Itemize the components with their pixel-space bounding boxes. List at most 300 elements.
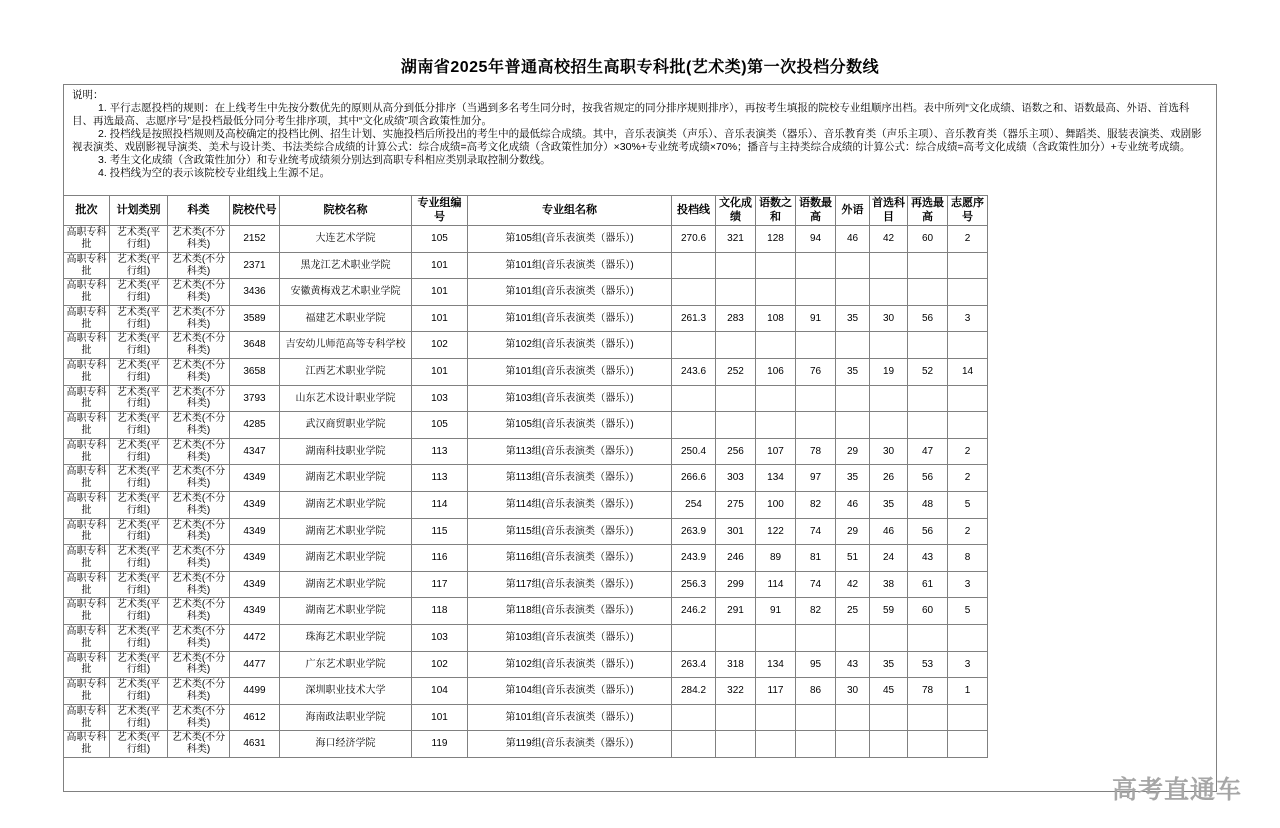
table-row	[64, 412, 988, 439]
table-cell: 3793	[230, 385, 280, 412]
table-cell	[716, 412, 756, 439]
table-cell: 46	[836, 226, 870, 253]
table-cell: 艺术类(平行组)	[110, 252, 168, 279]
column-header: 首选科目	[870, 196, 908, 226]
table-cell	[870, 731, 908, 758]
table-cell: 大连艺术学院	[280, 226, 412, 253]
table-cell: 艺术类(平行组)	[110, 651, 168, 678]
table-cell: 湖南科技职业学院	[280, 438, 412, 465]
table-cell	[756, 252, 796, 279]
table-cell: 山东艺术设计职业学院	[280, 385, 412, 412]
table-cell: 艺术类(不分科类)	[168, 359, 230, 386]
table-cell: 252	[716, 359, 756, 386]
table-cell: 113	[412, 438, 468, 465]
table-cell: 117	[412, 571, 468, 598]
table-cell: 艺术类(平行组)	[110, 412, 168, 439]
table-cell: 高职专科批	[64, 279, 110, 306]
table-cell: 第102组(音乐表演类（器乐）)	[468, 332, 672, 359]
table-cell: 高职专科批	[64, 359, 110, 386]
table-row	[64, 651, 988, 678]
table-cell: 35	[836, 305, 870, 332]
table-cell: 243.9	[672, 545, 716, 572]
table-cell	[836, 279, 870, 306]
table-row	[64, 332, 988, 359]
table-cell: 湖南艺术职业学院	[280, 545, 412, 572]
table-cell: 高职专科批	[64, 571, 110, 598]
table-cell: 第116组(音乐表演类（器乐）)	[468, 545, 672, 572]
table-cell: 100	[756, 492, 796, 519]
table-cell: 第103组(音乐表演类（器乐）)	[468, 385, 672, 412]
table-cell	[756, 731, 796, 758]
table-cell: 第101组(音乐表演类（器乐）)	[468, 305, 672, 332]
table-cell: 2	[948, 518, 988, 545]
table-cell: 2371	[230, 252, 280, 279]
table-cell: 高职专科批	[64, 252, 110, 279]
column-header: 语数最高	[796, 196, 836, 226]
table-cell: 42	[870, 226, 908, 253]
table-cell: 113	[412, 465, 468, 492]
table-cell	[716, 252, 756, 279]
table-cell: 47	[908, 438, 948, 465]
table-cell: 35	[836, 359, 870, 386]
table-row	[64, 545, 988, 572]
table-cell: 艺术类(平行组)	[110, 731, 168, 758]
table-cell: 艺术类(不分科类)	[168, 598, 230, 625]
table-row	[64, 385, 988, 412]
table-cell: 艺术类(不分科类)	[168, 226, 230, 253]
table-cell: 第102组(音乐表演类（器乐）)	[468, 651, 672, 678]
table-cell: 艺术类(不分科类)	[168, 518, 230, 545]
table-cell	[796, 279, 836, 306]
table-cell: 艺术类(平行组)	[110, 226, 168, 253]
table-cell: 艺术类(不分科类)	[168, 678, 230, 705]
column-header: 专业组编号	[412, 196, 468, 226]
table-cell: 4349	[230, 598, 280, 625]
table-cell: 86	[796, 678, 836, 705]
table-cell: 48	[908, 492, 948, 519]
table-cell: 246	[716, 545, 756, 572]
table-cell	[796, 412, 836, 439]
table-cell: 艺术类(平行组)	[110, 332, 168, 359]
table-cell: 26	[870, 465, 908, 492]
table-cell: 3	[948, 571, 988, 598]
table-cell: 51	[836, 545, 870, 572]
table-cell: 59	[870, 598, 908, 625]
table-cell	[756, 625, 796, 652]
table-cell: 30	[836, 678, 870, 705]
table-cell: 108	[756, 305, 796, 332]
table-cell: 117	[756, 678, 796, 705]
table-cell: 高职专科批	[64, 332, 110, 359]
table-cell: 256.3	[672, 571, 716, 598]
table-cell	[672, 385, 716, 412]
column-header: 再选最高	[908, 196, 948, 226]
table-cell: 270.6	[672, 226, 716, 253]
table-cell: 8	[948, 545, 988, 572]
table-cell: 高职专科批	[64, 385, 110, 412]
table-cell: 43	[836, 651, 870, 678]
table-cell: 海口经济学院	[280, 731, 412, 758]
table-cell: 24	[870, 545, 908, 572]
table-cell: 2152	[230, 226, 280, 253]
page-title: 湖南省2025年普通高校招生高职专科批(艺术类)第一次投档分数线	[400, 59, 880, 76]
table-cell: 301	[716, 518, 756, 545]
table-cell	[796, 385, 836, 412]
table-cell: 武汉商贸职业学院	[280, 412, 412, 439]
table-row	[64, 359, 988, 386]
table-cell: 128	[756, 226, 796, 253]
table-cell: 艺术类(不分科类)	[168, 545, 230, 572]
table-cell	[948, 625, 988, 652]
table-cell: 艺术类(不分科类)	[168, 731, 230, 758]
table-cell: 吉安幼儿师范高等专科学校	[280, 332, 412, 359]
table-cell: 艺术类(平行组)	[110, 385, 168, 412]
table-cell: 4285	[230, 412, 280, 439]
table-cell: 3658	[230, 359, 280, 386]
table-cell	[870, 625, 908, 652]
table-cell: 第114组(音乐表演类（器乐）)	[468, 492, 672, 519]
table-cell: 5	[948, 598, 988, 625]
table-cell	[716, 385, 756, 412]
table-cell: 3	[948, 305, 988, 332]
table-cell: 78	[908, 678, 948, 705]
table-cell: 艺术类(不分科类)	[168, 385, 230, 412]
table-cell: 318	[716, 651, 756, 678]
table-cell: 81	[796, 545, 836, 572]
table-cell: 第101组(音乐表演类（器乐）)	[468, 252, 672, 279]
table-cell: 深圳职业技术大学	[280, 678, 412, 705]
table-cell: 艺术类(不分科类)	[168, 465, 230, 492]
table-cell	[756, 332, 796, 359]
table-cell: 湖南艺术职业学院	[280, 492, 412, 519]
table-cell: 4477	[230, 651, 280, 678]
table-cell: 第104组(音乐表演类（器乐）)	[468, 678, 672, 705]
table-cell: 254	[672, 492, 716, 519]
table-cell: 湖南艺术职业学院	[280, 465, 412, 492]
table-cell: 74	[796, 518, 836, 545]
table-cell: 56	[908, 518, 948, 545]
notes-list	[72, 102, 1206, 180]
table-cell: 25	[836, 598, 870, 625]
column-header: 计划类别	[110, 196, 168, 226]
table-cell	[908, 704, 948, 731]
table-row	[64, 226, 988, 253]
table-cell: 福建艺术职业学院	[280, 305, 412, 332]
notes-label: 说明：	[72, 89, 104, 101]
table-cell	[836, 252, 870, 279]
column-header: 院校代号	[230, 196, 280, 226]
table-cell: 第119组(音乐表演类（器乐）)	[468, 731, 672, 758]
table-cell	[716, 279, 756, 306]
table-cell: 53	[908, 651, 948, 678]
table-cell	[870, 279, 908, 306]
table-cell: 湖南艺术职业学院	[280, 598, 412, 625]
table-cell: 134	[756, 465, 796, 492]
table-cell: 82	[796, 598, 836, 625]
table-cell: 珠海艺术职业学院	[280, 625, 412, 652]
table-cell: 14	[948, 359, 988, 386]
table-cell: 艺术类(平行组)	[110, 492, 168, 519]
note-item: 3. 考生文化成绩（含政策性加分）和专业统考成绩须分别达到高职专科相应类别录取控制分数线。	[98, 154, 551, 167]
table-cell: 艺术类(平行组)	[110, 704, 168, 731]
table-cell	[716, 731, 756, 758]
table-cell	[672, 279, 716, 306]
table-cell: 76	[796, 359, 836, 386]
table-cell: 艺术类(不分科类)	[168, 412, 230, 439]
table-cell	[948, 412, 988, 439]
table-cell: 高职专科批	[64, 598, 110, 625]
table-cell	[908, 412, 948, 439]
table-cell: 艺术类(平行组)	[110, 625, 168, 652]
content-box	[63, 84, 1217, 792]
table-cell: 106	[756, 359, 796, 386]
table-cell: 4349	[230, 465, 280, 492]
table-cell	[756, 279, 796, 306]
table-cell: 3	[948, 651, 988, 678]
table-cell	[796, 252, 836, 279]
table-cell	[870, 332, 908, 359]
table-cell: 艺术类(平行组)	[110, 305, 168, 332]
table-cell: 74	[796, 571, 836, 598]
table-cell: 101	[412, 279, 468, 306]
table-cell: 60	[908, 226, 948, 253]
table-cell: 高职专科批	[64, 625, 110, 652]
column-header: 志愿序号	[948, 196, 988, 226]
table-cell: 243.6	[672, 359, 716, 386]
note-item: 2. 投档线是按照投档规则及高校确定的投档比例、招生计划、实施投档后所投出的考生中的最低综合成绩。其中，音乐表演类（声乐）、音乐表演类（器乐）、音乐教育类（声乐主项）、音乐教育类（器乐主项）、舞蹈类、服装表演类、戏剧影视表演类、戏剧影视导演类、美术与设计类、书法类综合成绩的计算公式：综合成绩=高考文化成绩（含政策性加分）×30%+专业统考成绩×70%；播音与主持类综合成绩的计算公式：综合成绩=高考文化成绩（含政策性加分）+专业统考成绩。	[72, 128, 1202, 154]
table-cell: 2	[948, 226, 988, 253]
table-cell: 103	[412, 625, 468, 652]
table-cell: 艺术类(平行组)	[110, 545, 168, 572]
table-cell: 1	[948, 678, 988, 705]
table-cell: 134	[756, 651, 796, 678]
table-cell: 52	[908, 359, 948, 386]
table-body	[64, 226, 988, 758]
column-header: 投档线	[672, 196, 716, 226]
table-cell	[672, 252, 716, 279]
table-cell	[796, 731, 836, 758]
table-cell: 高职专科批	[64, 492, 110, 519]
table-cell: 第113组(音乐表演类（器乐）)	[468, 465, 672, 492]
table-cell: 艺术类(不分科类)	[168, 305, 230, 332]
table-cell: 艺术类(平行组)	[110, 438, 168, 465]
table-cell: 艺术类(平行组)	[110, 571, 168, 598]
column-header: 语数之和	[756, 196, 796, 226]
table-cell: 第113组(音乐表演类（器乐）)	[468, 438, 672, 465]
table-cell: 119	[412, 731, 468, 758]
table-row	[64, 731, 988, 758]
table-cell	[908, 385, 948, 412]
table-cell: 35	[836, 465, 870, 492]
table-cell: 艺术类(平行组)	[110, 359, 168, 386]
table-cell: 第117组(音乐表演类（器乐）)	[468, 571, 672, 598]
table-cell: 321	[716, 226, 756, 253]
table-cell	[908, 252, 948, 279]
table-row	[64, 625, 988, 652]
table-cell	[948, 332, 988, 359]
table-cell: 322	[716, 678, 756, 705]
table-cell: 299	[716, 571, 756, 598]
column-header: 文化成绩	[716, 196, 756, 226]
table-cell: 艺术类(不分科类)	[168, 438, 230, 465]
table-cell	[796, 704, 836, 731]
table-cell	[672, 412, 716, 439]
table-cell	[672, 731, 716, 758]
table-cell: 艺术类(平行组)	[110, 598, 168, 625]
table-cell: 第101组(音乐表演类（器乐）)	[468, 704, 672, 731]
table-cell: 122	[756, 518, 796, 545]
watermark: 高考直通车	[1111, 776, 1242, 804]
table-cell	[836, 332, 870, 359]
table-cell: 4499	[230, 678, 280, 705]
table-cell: 广东艺术职业学院	[280, 651, 412, 678]
table-cell	[870, 412, 908, 439]
table-cell: 艺术类(不分科类)	[168, 492, 230, 519]
table-cell	[836, 385, 870, 412]
table-cell	[716, 704, 756, 731]
table-cell: 103	[412, 385, 468, 412]
table-cell: 江西艺术职业学院	[280, 359, 412, 386]
table-cell: 黑龙江艺术职业学院	[280, 252, 412, 279]
table-cell	[908, 731, 948, 758]
table-cell	[948, 731, 988, 758]
table-cell: 湖南艺术职业学院	[280, 518, 412, 545]
table-cell: 5	[948, 492, 988, 519]
table-cell: 56	[908, 465, 948, 492]
table-cell: 107	[756, 438, 796, 465]
table-cell: 101	[412, 704, 468, 731]
table-cell	[836, 412, 870, 439]
column-header: 外语	[836, 196, 870, 226]
table-cell: 高职专科批	[64, 518, 110, 545]
table-cell: 114	[756, 571, 796, 598]
table-cell: 105	[412, 226, 468, 253]
table-cell: 第115组(音乐表演类（器乐）)	[468, 518, 672, 545]
table-cell	[756, 704, 796, 731]
table-cell	[908, 332, 948, 359]
table-cell: 78	[796, 438, 836, 465]
table-cell: 艺术类(平行组)	[110, 465, 168, 492]
table-cell	[836, 704, 870, 731]
table-cell: 第105组(音乐表演类（器乐）)	[468, 226, 672, 253]
table-cell: 艺术类(平行组)	[110, 518, 168, 545]
table-cell	[836, 625, 870, 652]
table-row	[64, 704, 988, 731]
table-cell: 高职专科批	[64, 305, 110, 332]
table-cell: 艺术类(不分科类)	[168, 252, 230, 279]
table-cell: 104	[412, 678, 468, 705]
table-cell	[672, 704, 716, 731]
table-cell: 高职专科批	[64, 731, 110, 758]
table-cell: 高职专科批	[64, 465, 110, 492]
table-row	[64, 438, 988, 465]
table-cell: 艺术类(不分科类)	[168, 571, 230, 598]
note-item: 1. 平行志愿投档的规则：在上线考生中先按分数优先的原则从高分到低分排序（当遇到多名考生同分时，按我省规定的同分排序规则排序），再按考生填报的院校专业组顺序出档。表中所列“文化成绩、语数之和、语数最高、外语、首选科目、再选最高、志愿序号”是投档最低分同分考生排序项，其中“文化成绩”项含政策性加分。	[72, 102, 1190, 128]
table-cell: 42	[836, 571, 870, 598]
table-cell	[870, 704, 908, 731]
table-cell: 303	[716, 465, 756, 492]
table-cell: 94	[796, 226, 836, 253]
table-cell: 高职专科批	[64, 226, 110, 253]
notes-section	[64, 85, 1216, 182]
table-cell: 115	[412, 518, 468, 545]
table-cell	[948, 385, 988, 412]
table-cell: 291	[716, 598, 756, 625]
table-cell: 43	[908, 545, 948, 572]
table-row	[64, 305, 988, 332]
table-cell: 高职专科批	[64, 678, 110, 705]
table-row	[64, 252, 988, 279]
table-cell: 256	[716, 438, 756, 465]
table-cell: 第105组(音乐表演类（器乐）)	[468, 412, 672, 439]
table-cell: 91	[756, 598, 796, 625]
column-header: 院校名称	[280, 196, 412, 226]
table-cell: 29	[836, 518, 870, 545]
table-cell: 2	[948, 465, 988, 492]
table-cell	[796, 332, 836, 359]
table-cell: 263.9	[672, 518, 716, 545]
table-cell: 艺术类(平行组)	[110, 678, 168, 705]
table-cell: 246.2	[672, 598, 716, 625]
table-cell: 第118组(音乐表演类（器乐）)	[468, 598, 672, 625]
table-cell	[716, 332, 756, 359]
table-cell: 263.4	[672, 651, 716, 678]
header-row	[64, 196, 988, 226]
table-cell	[756, 412, 796, 439]
table-cell: 高职专科批	[64, 651, 110, 678]
table-cell: 102	[412, 651, 468, 678]
column-header: 科类	[168, 196, 230, 226]
table-cell: 35	[870, 651, 908, 678]
table-cell: 4347	[230, 438, 280, 465]
table-cell: 安徽黄梅戏艺术职业学院	[280, 279, 412, 306]
table-cell: 91	[796, 305, 836, 332]
table-cell: 第103组(音乐表演类（器乐）)	[468, 625, 672, 652]
table-cell: 高职专科批	[64, 704, 110, 731]
table-row	[64, 279, 988, 306]
table-cell: 4612	[230, 704, 280, 731]
table-cell	[756, 385, 796, 412]
table-cell: 266.6	[672, 465, 716, 492]
table-cell: 艺术类(不分科类)	[168, 332, 230, 359]
table-cell: 102	[412, 332, 468, 359]
table-cell: 101	[412, 305, 468, 332]
table-cell: 2	[948, 438, 988, 465]
table-header	[64, 196, 988, 226]
table-cell: 高职专科批	[64, 438, 110, 465]
table-row	[64, 598, 988, 625]
table-cell	[672, 625, 716, 652]
table-cell: 4349	[230, 518, 280, 545]
table-cell: 118	[412, 598, 468, 625]
table-cell	[716, 625, 756, 652]
table-cell: 30	[870, 305, 908, 332]
table-cell: 艺术类(不分科类)	[168, 704, 230, 731]
table-cell: 4349	[230, 571, 280, 598]
table-cell	[870, 252, 908, 279]
table-cell: 3436	[230, 279, 280, 306]
table-cell: 29	[836, 438, 870, 465]
table-cell: 45	[870, 678, 908, 705]
note-item: 4. 投档线为空的表示该院校专业组线上生源不足。	[98, 167, 331, 180]
table-cell: 艺术类(不分科类)	[168, 625, 230, 652]
table-cell: 4631	[230, 731, 280, 758]
table-cell: 艺术类(不分科类)	[168, 651, 230, 678]
table-cell	[948, 279, 988, 306]
table-cell: 4349	[230, 492, 280, 519]
table-cell: 101	[412, 359, 468, 386]
table-cell	[870, 385, 908, 412]
